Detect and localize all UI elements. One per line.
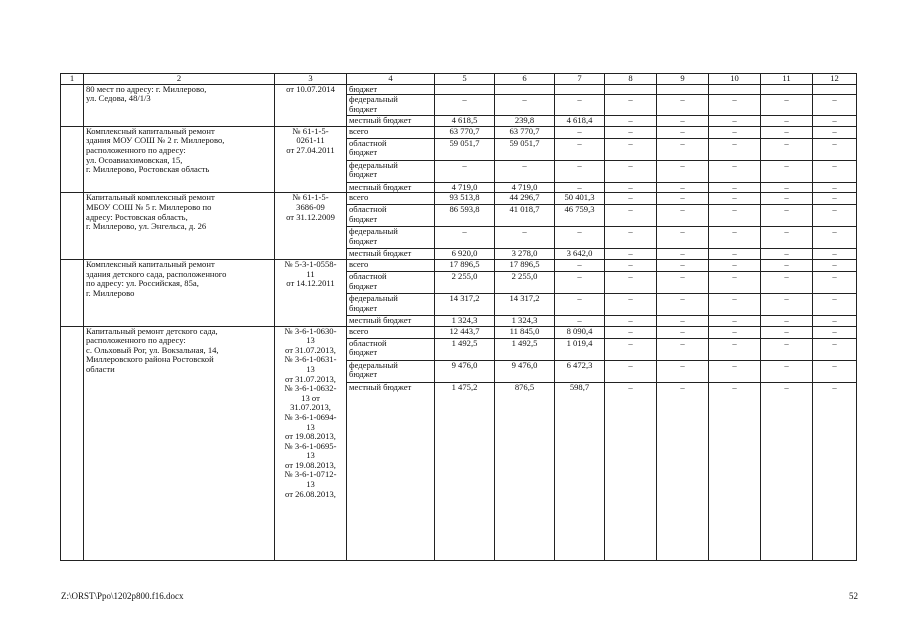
funding-source-cell — [347, 182, 435, 193]
text-line: Капитальный ремонт детского сада, — [86, 326, 218, 336]
funding-source-cell — [347, 84, 435, 95]
funding-source-cell — [347, 259, 435, 271]
text-line: областной — [349, 338, 387, 348]
value-cell: 41 018,7 — [495, 205, 555, 227]
funding-source-cell — [347, 382, 435, 560]
text-line: местный бюджет — [349, 115, 412, 126]
value-cell: – — [495, 95, 555, 116]
text-line: от 31.12.2009 — [286, 211, 335, 222]
value-cell: – — [605, 138, 657, 160]
value-cell: 9 476,0 — [435, 360, 495, 382]
value-cell: 1 475,2 — [435, 382, 495, 560]
value-cell: – — [813, 293, 857, 315]
value-cell — [657, 84, 709, 95]
value-cell: – — [709, 382, 761, 560]
value-cell: 6 920,0 — [435, 249, 495, 260]
value-cell: – — [605, 249, 657, 260]
expertise-doc-cell — [275, 193, 347, 260]
value-cell: – — [435, 227, 495, 249]
value-cell: 8 090,4 — [555, 326, 605, 338]
text-line: федеральный — [349, 360, 398, 370]
value-cell: – — [709, 360, 761, 382]
expertise-doc-cell — [275, 259, 347, 326]
value-cell: – — [709, 227, 761, 249]
column-number: 10 — [709, 74, 761, 85]
column-number: 4 — [347, 74, 435, 85]
value-cell: – — [709, 138, 761, 160]
value-cell: 63 770,7 — [435, 126, 495, 138]
text-line: от 10.07.2014 — [286, 84, 335, 94]
value-cell: – — [813, 138, 857, 160]
text-line: бюджет — [349, 280, 378, 291]
text-line: от 31.07.2013, — [285, 344, 336, 355]
value-cell: – — [813, 271, 857, 293]
value-cell: – — [813, 95, 857, 116]
text-line: всего — [349, 192, 369, 203]
text-line: местный бюджет — [349, 182, 412, 192]
expertise-doc-cell — [275, 326, 347, 560]
text-line: расположенного по адресу: — [86, 335, 186, 346]
value-cell: 59 051,7 — [435, 138, 495, 160]
value-cell: 9 476,0 — [495, 360, 555, 382]
row-number-cell — [61, 126, 84, 193]
text-line: 13 — [306, 335, 315, 346]
value-cell: 4 719,0 — [495, 182, 555, 193]
footer-filename: Z:\ORST\Ppo\1202p800.f16.docx — [61, 591, 184, 601]
value-cell: – — [761, 182, 813, 193]
row-number-cell — [61, 193, 84, 260]
value-cell: – — [709, 205, 761, 227]
value-cell: 17 896,5 — [435, 259, 495, 271]
value-cell: – — [709, 249, 761, 260]
value-cell: – — [761, 259, 813, 271]
text-line: от 19.08.2013, — [285, 431, 336, 442]
value-cell: – — [657, 360, 709, 382]
value-cell: – — [657, 205, 709, 227]
funding-source-cell — [347, 95, 435, 116]
value-cell: – — [605, 259, 657, 271]
text-line: местный бюджет — [349, 248, 412, 259]
value-cell: – — [605, 126, 657, 138]
text-line: № 5-3-1-0558- — [284, 259, 337, 269]
text-line: бюджет — [349, 84, 378, 94]
value-cell: – — [761, 315, 813, 326]
text-line: федеральный — [349, 226, 398, 237]
text-line: № 3-6-1-0695- — [284, 440, 337, 451]
object-name-cell — [84, 193, 275, 260]
value-cell: – — [555, 227, 605, 249]
value-cell: – — [605, 315, 657, 326]
funding-source-cell — [347, 227, 435, 249]
text-line: № 3-6-1-0631- — [284, 354, 337, 365]
column-number: 2 — [84, 74, 275, 85]
value-cell: – — [657, 182, 709, 193]
funding-source-cell — [347, 126, 435, 138]
value-cell: – — [657, 116, 709, 127]
expertise-doc-cell — [275, 126, 347, 193]
value-cell: 2 255,0 — [435, 271, 495, 293]
text-line: г. Миллерово, Ростовская область — [86, 164, 210, 175]
table-row — [61, 193, 857, 205]
funding-source-cell — [347, 160, 435, 182]
text-line: ул. Седова, 48/1/3 — [86, 93, 151, 104]
value-cell: – — [555, 95, 605, 116]
value-cell: – — [709, 338, 761, 360]
value-cell — [813, 84, 857, 95]
value-cell: 1 492,5 — [435, 338, 495, 360]
value-cell: – — [709, 293, 761, 315]
text-line: по адресу: ул. Российская, 85а, — [86, 278, 199, 289]
value-cell: 4 618,4 — [555, 116, 605, 127]
funding-source-cell — [347, 315, 435, 326]
text-line: от 31.07.2013, — [285, 373, 336, 384]
text-line: 13 — [306, 421, 315, 432]
value-cell: – — [605, 382, 657, 560]
text-line: от 14.12.2011 — [286, 278, 335, 289]
row-number-cell — [61, 84, 84, 126]
text-line: всего — [349, 326, 369, 336]
text-line: областной — [349, 138, 387, 148]
object-name-cell — [84, 126, 275, 193]
value-cell: 2 255,0 — [495, 271, 555, 293]
value-cell: – — [555, 259, 605, 271]
value-cell: – — [813, 382, 857, 560]
column-number: 11 — [761, 74, 813, 85]
table-row — [61, 84, 857, 95]
text-line: с. Ольховый Рог, ул. Вокзальная, 14, — [86, 344, 219, 355]
column-number: 3 — [275, 74, 347, 85]
text-line: № 3-6-1-0630- — [284, 326, 337, 336]
value-cell: – — [813, 360, 857, 382]
table-row — [61, 126, 857, 138]
value-cell: – — [709, 160, 761, 182]
value-cell: – — [555, 315, 605, 326]
value-cell: – — [555, 160, 605, 182]
value-cell: – — [761, 116, 813, 127]
value-cell: – — [657, 126, 709, 138]
funding-source-cell — [347, 249, 435, 260]
page-number: 52 — [849, 591, 858, 601]
value-cell: – — [813, 116, 857, 127]
value-cell: – — [555, 271, 605, 293]
value-cell: 1 019,4 — [555, 338, 605, 360]
text-line: г. Миллерово — [86, 287, 135, 298]
value-cell: – — [435, 95, 495, 116]
value-cell: 1 492,5 — [495, 338, 555, 360]
text-line: 0261-11 — [296, 135, 325, 146]
text-line: бюджет — [349, 169, 378, 180]
column-number: 9 — [657, 74, 709, 85]
value-cell: – — [605, 338, 657, 360]
object-name-cell — [84, 326, 275, 560]
value-cell — [555, 84, 605, 95]
value-cell: – — [709, 182, 761, 193]
value-cell: – — [761, 360, 813, 382]
value-cell: – — [555, 138, 605, 160]
value-cell: – — [761, 326, 813, 338]
value-cell — [495, 84, 555, 95]
value-cell — [605, 84, 657, 95]
table-row — [61, 326, 857, 338]
text-line: бюджет — [349, 235, 378, 246]
funding-source-cell — [347, 360, 435, 382]
text-line: всего — [349, 259, 369, 269]
text-line: 3686-09 — [296, 201, 325, 212]
value-cell: 239,8 — [495, 116, 555, 127]
text-line: 13 — [306, 363, 315, 374]
text-line: расположенного по адресу: — [86, 144, 186, 155]
value-cell: – — [657, 293, 709, 315]
value-cell: – — [657, 326, 709, 338]
column-number: 8 — [605, 74, 657, 85]
value-cell: – — [709, 259, 761, 271]
funding-source-cell — [347, 193, 435, 205]
text-line: областной — [349, 271, 387, 281]
value-cell: – — [761, 126, 813, 138]
value-cell: 12 443,7 — [435, 326, 495, 338]
value-cell: – — [605, 95, 657, 116]
text-line: от 19.08.2013, — [285, 459, 336, 470]
value-cell: – — [555, 293, 605, 315]
text-line: 13 — [306, 450, 315, 461]
budget-table — [60, 73, 857, 561]
text-line: здания детского сада, расположенного — [86, 268, 227, 279]
value-cell: – — [605, 193, 657, 205]
funding-source-cell — [347, 116, 435, 127]
text-line: бюджет — [349, 302, 378, 313]
value-cell: – — [813, 338, 857, 360]
text-line: федеральный — [349, 160, 398, 170]
value-cell: – — [761, 193, 813, 205]
funding-source-cell — [347, 271, 435, 293]
text-line: № 61-1-5- — [292, 126, 329, 136]
value-cell: 86 593,8 — [435, 205, 495, 227]
value-cell: 11 845,0 — [495, 326, 555, 338]
value-cell: 59 051,7 — [495, 138, 555, 160]
value-cell: 14 317,2 — [435, 293, 495, 315]
text-line: всего — [349, 126, 369, 136]
value-cell: – — [813, 126, 857, 138]
value-cell: – — [657, 382, 709, 560]
row-number-cell — [61, 259, 84, 326]
value-cell: – — [709, 193, 761, 205]
text-line: ул. Осоавиахимовская, 15, — [86, 154, 183, 165]
value-cell: 3 278,0 — [495, 249, 555, 260]
value-cell: – — [605, 227, 657, 249]
text-line: 31.07.2013, — [290, 402, 331, 413]
text-line: областной — [349, 204, 387, 215]
value-cell: – — [605, 160, 657, 182]
value-cell: – — [761, 205, 813, 227]
text-line: 80 мест по адресу: г. Миллерово, — [86, 84, 207, 94]
text-line: № 3-6-1-0632- — [284, 383, 337, 394]
column-number: 5 — [435, 74, 495, 85]
text-line: бюджет — [349, 147, 378, 158]
text-line: № 3-6-1-0694- — [284, 411, 337, 422]
value-cell: – — [435, 160, 495, 182]
value-cell: – — [709, 126, 761, 138]
value-cell: 3 642,0 — [555, 249, 605, 260]
text-line: МБОУ СОШ № 5 г. Миллерово по — [86, 201, 212, 212]
column-number: 6 — [495, 74, 555, 85]
value-cell: 14 317,2 — [495, 293, 555, 315]
value-cell: 93 513,8 — [435, 193, 495, 205]
value-cell: – — [813, 326, 857, 338]
funding-source-cell — [347, 205, 435, 227]
value-cell: – — [657, 315, 709, 326]
funding-source-cell — [347, 138, 435, 160]
text-line: бюджет — [349, 213, 378, 224]
column-number-row — [61, 74, 857, 85]
table-row — [61, 259, 857, 271]
expertise-doc-cell — [275, 84, 347, 126]
value-cell: – — [495, 227, 555, 249]
value-cell: – — [813, 259, 857, 271]
value-cell: – — [657, 271, 709, 293]
value-cell: 44 296,7 — [495, 193, 555, 205]
document-page — [60, 73, 857, 561]
text-line: федеральный — [349, 94, 398, 105]
text-line: от 27.04.2011 — [286, 144, 335, 155]
value-cell — [709, 84, 761, 95]
value-cell: – — [813, 182, 857, 193]
value-cell: – — [761, 249, 813, 260]
value-cell: – — [709, 326, 761, 338]
value-cell: 876,5 — [495, 382, 555, 560]
text-line: Капитальный комплексный ремонт — [86, 192, 215, 203]
value-cell: – — [813, 227, 857, 249]
value-cell: – — [813, 205, 857, 227]
value-cell: 46 759,3 — [555, 205, 605, 227]
value-cell: – — [761, 95, 813, 116]
value-cell: – — [709, 315, 761, 326]
value-cell: – — [657, 338, 709, 360]
text-line: 13 — [306, 479, 315, 490]
value-cell: – — [761, 138, 813, 160]
value-cell: – — [605, 116, 657, 127]
value-cell: – — [761, 160, 813, 182]
value-cell: 1 324,3 — [495, 315, 555, 326]
value-cell: – — [657, 227, 709, 249]
value-cell: – — [657, 160, 709, 182]
text-line: местный бюджет — [349, 382, 412, 392]
value-cell: – — [657, 259, 709, 271]
text-line: 11 — [306, 268, 315, 279]
value-cell: 1 324,3 — [435, 315, 495, 326]
value-cell: – — [605, 205, 657, 227]
value-cell: – — [605, 360, 657, 382]
value-cell: – — [605, 293, 657, 315]
value-cell: – — [495, 160, 555, 182]
value-cell: – — [761, 293, 813, 315]
value-cell: – — [761, 271, 813, 293]
text-line: бюджет — [349, 369, 378, 380]
value-cell: – — [709, 95, 761, 116]
value-cell: – — [605, 326, 657, 338]
text-line: местный бюджет — [349, 315, 412, 325]
funding-source-cell — [347, 293, 435, 315]
text-line: № 3-6-1-0712- — [284, 469, 337, 480]
value-cell — [435, 84, 495, 95]
object-name-cell — [84, 84, 275, 126]
text-line: Комплексный капитальный ремонт — [86, 259, 215, 269]
funding-source-cell — [347, 338, 435, 360]
value-cell: – — [555, 182, 605, 193]
text-line: области — [86, 363, 115, 374]
value-cell: 4 618,5 — [435, 116, 495, 127]
value-cell: – — [657, 95, 709, 116]
value-cell: 63 770,7 — [495, 126, 555, 138]
value-cell: 598,7 — [555, 382, 605, 560]
value-cell: – — [555, 126, 605, 138]
column-number: 1 — [61, 74, 84, 85]
text-line: Миллеровского района Ростовской — [86, 354, 214, 365]
value-cell: – — [761, 382, 813, 560]
value-cell: – — [761, 227, 813, 249]
value-cell: – — [761, 338, 813, 360]
text-line: бюджет — [349, 347, 378, 358]
value-cell: – — [813, 193, 857, 205]
value-cell: – — [813, 315, 857, 326]
value-cell: – — [813, 249, 857, 260]
text-line: адресу: Ростовская область, — [86, 211, 188, 222]
text-line: бюджет — [349, 103, 378, 114]
value-cell: 50 401,3 — [555, 193, 605, 205]
value-cell: – — [605, 182, 657, 193]
value-cell: – — [709, 271, 761, 293]
value-cell: 17 896,5 — [495, 259, 555, 271]
text-line: 13 от — [301, 392, 320, 403]
text-line: здания МОУ СОШ № 2 г. Миллерово, — [86, 135, 225, 146]
row-number-cell — [61, 326, 84, 560]
value-cell — [761, 84, 813, 95]
object-name-cell — [84, 259, 275, 326]
value-cell: – — [709, 116, 761, 127]
value-cell: 6 472,3 — [555, 360, 605, 382]
text-line: от 26.08.2013, — [285, 488, 336, 499]
text-line: Комплексный капитальный ремонт — [86, 126, 215, 136]
text-line: федеральный — [349, 293, 398, 303]
value-cell: – — [657, 193, 709, 205]
text-line: г. Миллерово, ул. Энгельса, д. 26 — [86, 221, 207, 232]
column-number: 7 — [555, 74, 605, 85]
text-line: № 61-1-5- — [292, 192, 329, 203]
value-cell: – — [657, 249, 709, 260]
column-number: 12 — [813, 74, 857, 85]
value-cell: – — [605, 271, 657, 293]
funding-source-cell — [347, 326, 435, 338]
value-cell: 4 719,0 — [435, 182, 495, 193]
value-cell: – — [813, 160, 857, 182]
value-cell: – — [657, 138, 709, 160]
